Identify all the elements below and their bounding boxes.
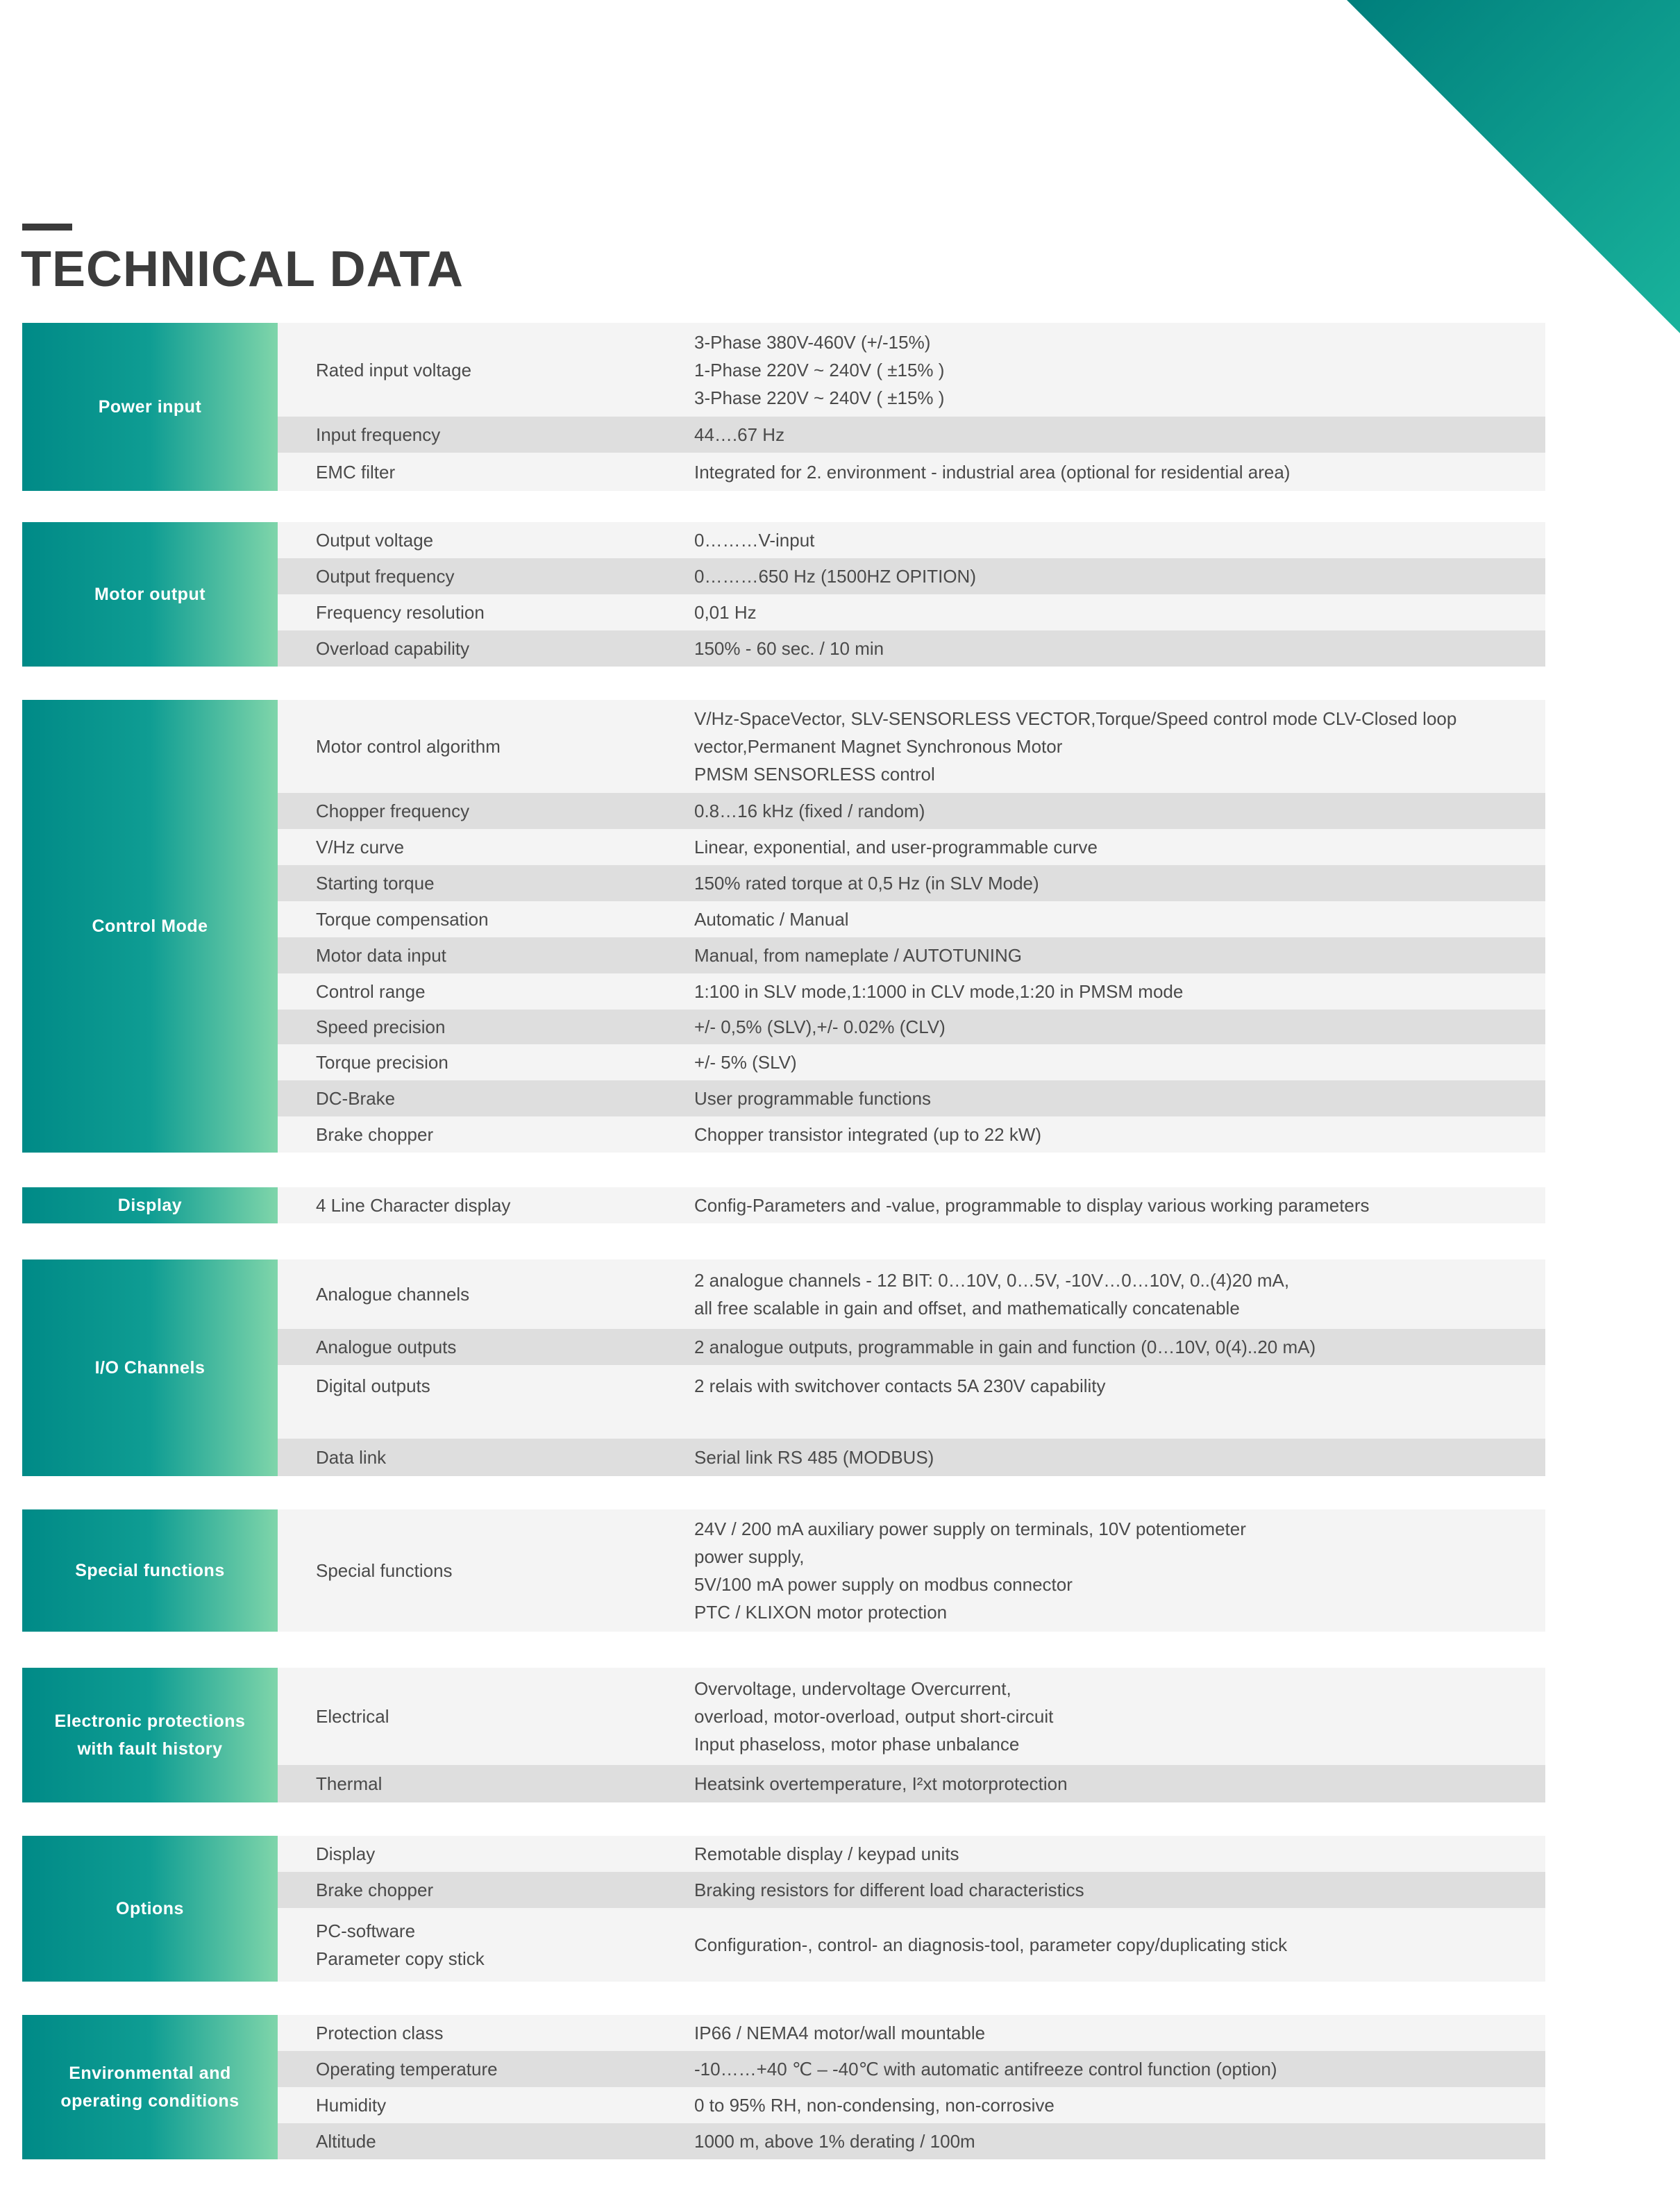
param-value: 2 analogue channels - 12 BIT: 0…10V, 0…5V, -10V…0…10V, 0..(4)20 mA, all free scalable in gain and offset, and mathematically concatenable (694, 1270, 1290, 1319)
param-name: Operating temperature (316, 2059, 498, 2079)
param-name: Speed precision (316, 1016, 446, 1037)
corner-decoration (1347, 0, 1680, 333)
table-row (278, 594, 1545, 630)
param-name: Electrical (316, 1706, 389, 1727)
table-row (278, 1872, 1545, 1908)
section-options (22, 1836, 1545, 1982)
param-name: EMC filter (316, 461, 396, 483)
table-row (278, 417, 1545, 453)
param-name: Analogue channels (316, 1284, 470, 1305)
section-motor-output (22, 522, 1545, 667)
param-value: 1:100 in SLV mode,1:1000 in CLV mode,1:20 in PMSM mode (694, 981, 1184, 1002)
param-value: 150% rated torque at 0,5 Hz (in SLV Mode) (694, 873, 1039, 894)
section-control-mode (22, 700, 1545, 1153)
param-name: V/Hz curve (316, 837, 405, 857)
param-value: 0………V-input (694, 530, 815, 551)
table-row (278, 901, 1545, 937)
param-name: PC-software Parameter copy stick (316, 1920, 485, 1969)
table-row (278, 453, 1545, 491)
section-io-channels (22, 1259, 1545, 1476)
param-value: +/- 5% (SLV) (694, 1052, 797, 1073)
param-value: User programmable functions (694, 1088, 932, 1109)
table-row (278, 558, 1545, 594)
table-row (278, 1765, 1545, 1802)
param-value: Integrated for 2. environment - industrial area (optional for residential area) (694, 461, 1291, 483)
table-row (278, 2015, 1545, 2051)
param-name: Thermal (316, 1773, 383, 1794)
param-value: 150% - 60 sec. / 10 min (694, 638, 884, 659)
param-name: Motor control algorithm (316, 736, 501, 757)
table-row (278, 865, 1545, 901)
param-value: Chopper transistor integrated (up to 22 kW) (694, 1124, 1042, 1145)
title-accent-bar (22, 224, 72, 231)
section-environmental-conditions (22, 2015, 1545, 2159)
param-name: Control range (316, 981, 426, 1002)
section-label: Environmental and operating conditions (22, 2015, 278, 2159)
param-name: Digital outputs (316, 1375, 430, 1396)
param-value: 44….67 Hz (694, 424, 785, 445)
param-name: Special functions (316, 1560, 453, 1581)
table-row (278, 1116, 1545, 1153)
param-value: V/Hz-SpaceVector, SLV-SENSORLESS VECTOR,Torque/Speed control mode CLV-Closed loop vector,Permanent Magnet Synchronous Motor PMSM SENSORLESS control (694, 708, 1457, 785)
table-row (278, 1044, 1545, 1080)
section-power-input (22, 323, 1545, 491)
param-name: Brake chopper (316, 1880, 434, 1900)
param-name: Torque precision (316, 1052, 448, 1073)
param-name: Input frequency (316, 424, 441, 445)
param-value: 3-Phase 380V-460V (+/-15%) 1-Phase 220V ~ 240V ( ±15% ) 3-Phase 220V ~ 240V ( ±15% ) (694, 331, 945, 408)
section-label: Motor output (22, 522, 278, 667)
param-name: Humidity (316, 2095, 387, 2116)
section-display (22, 1187, 1545, 1223)
param-value: Configuration-, control- an diagnosis-tool, parameter copy/duplicating stick (694, 1934, 1288, 1955)
param-name: 4 Line Character display (316, 1195, 511, 1216)
table-row (278, 522, 1545, 558)
param-name: Overload capability (316, 638, 470, 659)
section-label: Options (22, 1836, 278, 1982)
param-name: Display (316, 1843, 376, 1864)
param-value: 2 analogue outputs, programmable in gain and function (0…10V, 0(4)..20 mA) (694, 1337, 1316, 1357)
param-value: +/- 0,5% (SLV),+/- 0.02% (CLV) (694, 1016, 946, 1037)
param-value: IP66 / NEMA4 motor/wall mountable (694, 2023, 986, 2043)
param-name: Frequency resolution (316, 602, 485, 623)
param-value: Config-Parameters and -value, programmable to display various working parameters (694, 1195, 1370, 1216)
table-row (278, 1329, 1545, 1365)
param-value: Automatic / Manual (694, 909, 849, 930)
param-name: DC-Brake (316, 1088, 396, 1109)
param-name: Starting torque (316, 873, 435, 894)
param-name: Torque compensation (316, 909, 489, 930)
param-value: 2 relais with switchover contacts 5A 230V capability (694, 1375, 1106, 1396)
param-name: Output frequency (316, 566, 455, 587)
table-row (278, 2123, 1545, 2159)
table-row (278, 1187, 1545, 1223)
table-row (278, 1259, 1545, 1329)
section-label: Display (22, 1187, 278, 1223)
table-row (278, 793, 1545, 829)
param-value: Heatsink overtemperature, I²xt motorprotection (694, 1773, 1068, 1794)
param-value: Overvoltage, undervoltage Overcurrent, overload, motor-overload, output short-circuit Input phaseloss, motor phase unbalance (694, 1678, 1054, 1755)
table-row (278, 937, 1545, 973)
param-value: 1000 m, above 1% derating / 100m (694, 2131, 975, 2152)
table-row (278, 1439, 1545, 1476)
section-label: Electronic protections with fault history (22, 1668, 278, 1802)
table-row (278, 1010, 1545, 1044)
param-name: Altitude (316, 2131, 376, 2152)
param-value: -10……+40 ℃ – -40℃ with automatic antifreeze control function (option) (694, 2059, 1277, 2079)
table-row (278, 630, 1545, 667)
param-name: Rated input voltage (316, 359, 472, 380)
section-label: I/O Channels (22, 1259, 278, 1476)
table-row (278, 700, 1545, 793)
table-row (278, 323, 1545, 417)
param-name: Chopper frequency (316, 801, 470, 821)
param-value: 0.8…16 kHz (fixed / random) (694, 801, 925, 821)
section-label: Special functions (22, 1509, 278, 1632)
table-row (278, 1668, 1545, 1765)
param-value: Linear, exponential, and user-programmable curve (694, 837, 1098, 857)
section-label: Power input (22, 323, 278, 491)
page-title: TECHNICAL DATA (21, 242, 464, 297)
param-value: Manual, from nameplate / AUTOTUNING (694, 945, 1023, 966)
table-row (278, 973, 1545, 1010)
param-name: Protection class (316, 2023, 444, 2043)
param-name: Analogue outputs (316, 1337, 457, 1357)
table-row (278, 1365, 1545, 1439)
table-row (278, 1509, 1545, 1632)
param-value: 0………650 Hz (1500HZ OPITION) (694, 566, 976, 587)
table-row (278, 829, 1545, 865)
param-name: Brake chopper (316, 1124, 434, 1145)
param-value: Remotable display / keypad units (694, 1843, 959, 1864)
table-row (278, 1908, 1545, 1982)
param-value: 0,01 Hz (694, 602, 757, 623)
param-name: Motor data input (316, 945, 446, 966)
table-row (278, 1836, 1545, 1872)
section-label: Control Mode (22, 700, 278, 1153)
section-electronic-protections (22, 1668, 1545, 1802)
table-row (278, 2087, 1545, 2123)
param-name: Data link (316, 1447, 387, 1468)
param-value: Braking resistors for different load characteristics (694, 1880, 1084, 1900)
section-special-functions (22, 1509, 1545, 1632)
param-name: Output voltage (316, 530, 434, 551)
param-value: 24V / 200 mA auxiliary power supply on terminals, 10V potentiometer power supply, 5V/100 mA power supply on modbus connector PTC / KLIXON motor protection (694, 1518, 1246, 1623)
table-row (278, 2051, 1545, 2087)
param-value: Serial link RS 485 (MODBUS) (694, 1447, 934, 1468)
param-value: 0 to 95% RH, non-condensing, non-corrosive (694, 2095, 1055, 2116)
table-row (278, 1080, 1545, 1116)
